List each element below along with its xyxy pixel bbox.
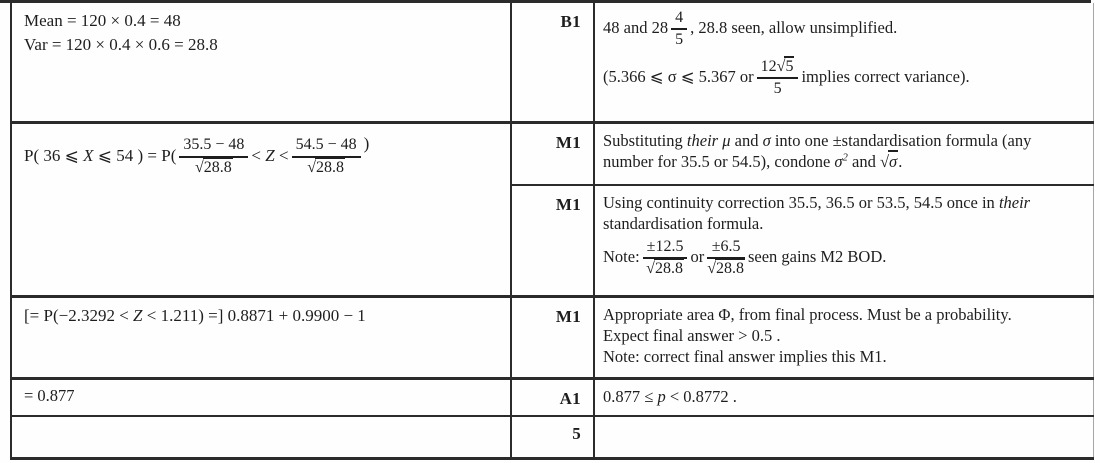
sigma-squared [834, 152, 848, 171]
sqrt-symbol: √ [707, 260, 715, 278]
fraction-denominator [292, 156, 361, 177]
mu-symbol: μ [722, 130, 731, 150]
closing-paren: ) [363, 133, 370, 153]
comment-cell-b1 [594, 3, 1093, 122]
sigma-symbol: σ [889, 151, 898, 171]
formula-text: P( 36 ⩽ [24, 145, 84, 165]
fraction-numerator: 4 [675, 9, 684, 26]
comment-line [603, 9, 1083, 50]
mark-code: A1 [559, 388, 581, 408]
mark-code: M1 [555, 195, 581, 214]
variable-z: Z [265, 145, 275, 165]
comment-line [603, 386, 1083, 407]
mean-formula: Mean = 120 × 0.4 = 48 [24, 11, 181, 30]
row-standardisation [11, 122, 1093, 185]
mark-code: M1 [555, 132, 581, 152]
sqrt-symbol: √ [307, 158, 315, 176]
comment-line [603, 192, 1083, 213]
radicand: 28.8 [203, 158, 232, 176]
answer-cell-final [11, 378, 511, 416]
comment-line: Appropriate area Φ, from final process. Must be a probability. [603, 304, 1012, 324]
comment-line [603, 130, 1083, 172]
row-final-area [11, 296, 1093, 378]
fraction-denominator [707, 257, 745, 278]
fraction [757, 58, 799, 99]
comment-cell-m1-substitute [594, 122, 1093, 185]
sigma-symbol: σ [762, 130, 771, 150]
sqrt-symbol: √ [195, 158, 203, 176]
fraction [707, 238, 745, 279]
fraction-denominator: 5 [757, 77, 799, 98]
their-italic: their [998, 193, 1031, 212]
fraction-denominator: 5 [671, 28, 687, 49]
variable-z: Z [133, 305, 143, 325]
probability-calculation [24, 304, 502, 328]
answer-cell-standardisation [11, 122, 511, 296]
answer-cell-final-area [11, 296, 511, 378]
fraction-numerator [757, 58, 799, 77]
radicand: 28.8 [315, 158, 344, 176]
their-italic: their [686, 130, 719, 150]
fraction [643, 238, 688, 279]
mark-cell-m1-continuity [511, 185, 594, 296]
formula-text: < [274, 145, 289, 165]
mark-code: M1 [555, 306, 581, 326]
formula-text: ⩽ 54 ) = P( [93, 145, 177, 165]
sqrt-symbol: √ [879, 151, 889, 171]
formula-text: < [251, 145, 266, 165]
answer-cell-empty [11, 416, 511, 458]
mark-cell-m1-area [511, 296, 594, 378]
variance-formula: Var = 120 × 0.4 × 0.6 = 28.8 [24, 35, 218, 54]
variable-p: p [657, 386, 666, 406]
fraction [671, 9, 687, 50]
comment-text: 48 and 28 [603, 18, 669, 38]
comment-cell-m1-area [594, 296, 1093, 378]
mark-scheme-table [10, 3, 1094, 460]
fraction-numerator: ±6.5 [711, 238, 741, 255]
fraction-numerator: 35.5 − 48 [183, 136, 245, 154]
comment-text: implies correct variance). [801, 66, 970, 86]
note-line [603, 238, 1083, 279]
fraction-denominator [179, 156, 248, 177]
mark-cell-b1 [511, 3, 594, 122]
comment-text: 0.877 ≤ [603, 386, 658, 406]
comment-line: Note: correct final answer implies this M1. [603, 346, 887, 366]
total-marks: 5 [572, 424, 581, 443]
comment-text: (5.366 ⩽ σ ⩽ 5.367 or [603, 66, 754, 86]
coefficient: 12 [760, 57, 777, 75]
superscript-2: 2 [842, 151, 848, 163]
answer-cell-mean-variance [11, 3, 511, 122]
comment-text: < 0.8772 . [665, 386, 737, 406]
comment-text: Substituting [603, 130, 687, 150]
row-mean-variance [11, 3, 1093, 122]
comment-text: Using continuity correction 35.5, 36.5 or 53.5, 54.5 once in [603, 193, 999, 212]
radicand: 28.8 [715, 260, 744, 278]
mark-cell-total [511, 416, 594, 458]
sqrt-symbol: √ [646, 260, 654, 278]
comment-text: . [898, 151, 903, 171]
fraction [292, 136, 361, 177]
comment-text: or [690, 247, 705, 267]
mark-code: B1 [560, 12, 581, 31]
comment-cell-m1-continuity [594, 185, 1093, 296]
formula-text: [= P(−2.3292 < [24, 305, 134, 325]
mark-cell-m1-substitute [511, 122, 594, 185]
comment-cell-a1 [594, 378, 1093, 416]
formula-text: < 1.211) =] 0.8871 + 0.9900 − 1 [142, 305, 366, 325]
final-answer: = 0.877 [24, 385, 75, 405]
comment-text: and [847, 151, 880, 171]
comment-cell-empty [594, 416, 1093, 458]
variable-x: X [83, 145, 94, 165]
comment-text: into one ±standardisation formula (any number for 35.5 or 54.5), condone [603, 130, 1032, 171]
comment-text: seen gains M2 BOD. [747, 247, 887, 267]
sigma-symbol: σ [834, 151, 843, 171]
comment-line: standardisation formula. [603, 214, 764, 233]
comment-line: Expect final answer > 0.5 . [603, 325, 781, 345]
fraction-numerator: 54.5 − 48 [295, 136, 357, 154]
standardisation-formula [24, 130, 502, 177]
comment-text: , 28.8 seen, allow unsimplified. [690, 18, 898, 38]
mark-cell-a1 [511, 378, 594, 416]
radicand: 5 [785, 57, 794, 75]
radicand: 28.8 [654, 260, 683, 278]
comment-text: and [730, 130, 763, 150]
note-label: Note: [603, 247, 640, 267]
fraction-numerator: ±12.5 [646, 238, 684, 255]
sqrt-symbol: √ [776, 57, 785, 75]
row-final-answer [11, 378, 1093, 416]
row-total [11, 416, 1093, 458]
fraction [179, 136, 248, 177]
fraction-denominator [643, 257, 688, 278]
comment-line [603, 58, 1083, 99]
